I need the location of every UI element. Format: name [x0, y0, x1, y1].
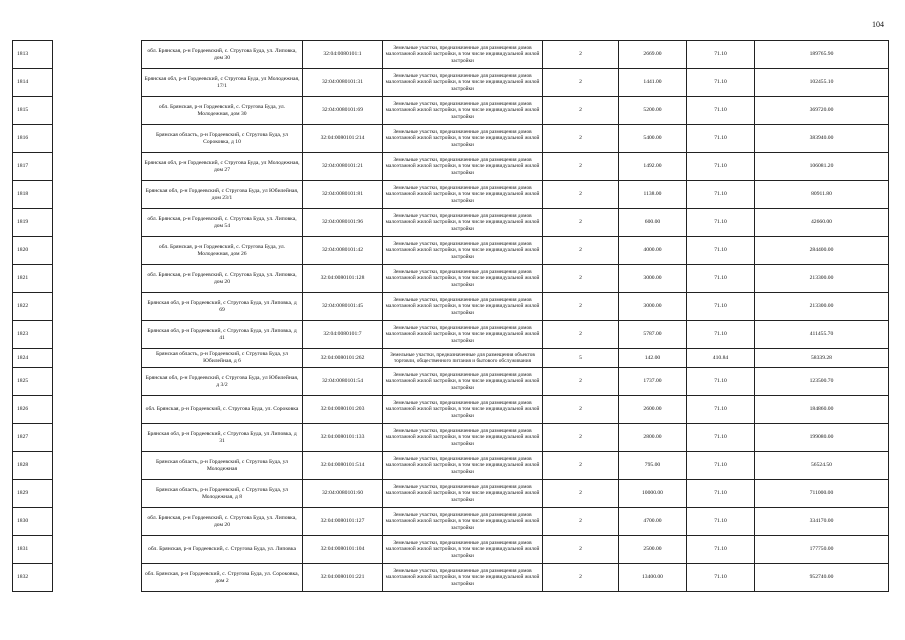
rate-cell: 71.10 [687, 153, 755, 181]
spacer-cell [53, 293, 142, 321]
cadastral-number-cell: 32:04:0080101:45 [303, 293, 383, 321]
table-row [13, 480, 889, 508]
cadastral-value-cell: 102455.10 [755, 69, 889, 97]
table-row [13, 237, 889, 265]
cadastral-number-cell: 32:04:0080101:133 [303, 424, 383, 452]
row-number-cell: 1817 [13, 153, 53, 181]
land-use-cell: Земельные участки, предназначенные для размещения домов малоэтажной жилой застройки, в том числе индивидуальной жилой застройки [383, 237, 543, 265]
land-use-cell: Земельные участки, предназначенные для размещения домов малоэтажной жилой застройки, в том числе индивидуальной жилой застройки [383, 536, 543, 564]
cadastral-value-cell: 334170.00 [755, 508, 889, 536]
address-cell: Брянская область, р-н Гордеевский, с Струговa Буда, ул Сороковка, д 10 [142, 125, 303, 153]
group-cell: 2 [543, 153, 619, 181]
row-number-cell: 1813 [13, 41, 53, 69]
land-use-cell: Земельные участки, предназначенные для размещения домов малоэтажной жилой застройки, в том числе индивидуальной жилой застройки [383, 293, 543, 321]
group-cell: 2 [543, 209, 619, 237]
table-row [13, 396, 889, 424]
cadastral-number-cell: 32:04:0080101:221 [303, 564, 383, 592]
group-cell: 2 [543, 125, 619, 153]
spacer-cell [53, 452, 142, 480]
table-row [13, 424, 889, 452]
group-cell: 2 [543, 368, 619, 396]
cadastral-value-cell: 383940.00 [755, 125, 889, 153]
land-use-cell: Земельные участки, предназначенные для размещения домов малоэтажной жилой застройки, в том числе индивидуальной жилой застройки [383, 424, 543, 452]
rate-cell: 71.10 [687, 181, 755, 209]
area-cell: 1138.00 [619, 181, 687, 209]
address-cell: обл. Брянская, р-н Гордеевский, с. Струговa Буда, ул. Липовка [142, 536, 303, 564]
row-number-cell: 1826 [13, 396, 53, 424]
cadastral-number-cell: 32:04:0080101:96 [303, 209, 383, 237]
land-use-cell: Земельные участки, предназначенные для размещения домов малоэтажной жилой застройки, в том числе индивидуальной жилой застройки [383, 69, 543, 97]
cadastral-value-cell: 184860.00 [755, 396, 889, 424]
area-cell: 5787.00 [619, 321, 687, 349]
group-cell: 2 [543, 480, 619, 508]
cadastral-number-cell: 32:04:0080101:7 [303, 321, 383, 349]
cadastral-number-cell: 32:04:0080101:104 [303, 536, 383, 564]
spacer-cell [53, 368, 142, 396]
row-number-cell: 1814 [13, 69, 53, 97]
table-row [13, 97, 889, 125]
rate-cell: 71.10 [687, 237, 755, 265]
row-number-cell: 1825 [13, 368, 53, 396]
rate-cell: 71.10 [687, 125, 755, 153]
cadastral-value-cell: 58339.28 [755, 349, 889, 368]
address-cell: Брянская область, р-н Гордеевский, с Струговa Буда, ул Молодежная, д 8 [142, 480, 303, 508]
row-number-cell: 1822 [13, 293, 53, 321]
cadastral-value-cell: 177750.00 [755, 536, 889, 564]
address-cell: Брянская обл, р-н Гордеевский, с Струговa Буда, ул Липовка, д 31 [142, 424, 303, 452]
area-cell: 10000.00 [619, 480, 687, 508]
table-row [13, 368, 889, 396]
area-cell: 1737.00 [619, 368, 687, 396]
rate-cell: 71.10 [687, 69, 755, 97]
table-row [13, 349, 889, 368]
row-number-cell: 1816 [13, 125, 53, 153]
address-cell: Брянская область, р-н Гордеевский, с Струговa Буда, ул Молодежная [142, 452, 303, 480]
cadastral-value-cell: 56524.50 [755, 452, 889, 480]
table-row [13, 452, 889, 480]
table-row [13, 508, 889, 536]
area-cell: 4700.00 [619, 508, 687, 536]
address-cell: обл. Брянская, р-н Гордеевский, с. Струговa Буда, ул. Липовка, дом 20 [142, 265, 303, 293]
cadastral-value-cell: 213300.00 [755, 293, 889, 321]
group-cell: 2 [543, 396, 619, 424]
spacer-cell [53, 349, 142, 368]
cadastral-value-cell: 42660.00 [755, 209, 889, 237]
cadastral-number-cell: 32:04:0080101:81 [303, 181, 383, 209]
spacer-cell [53, 153, 142, 181]
land-use-cell: Земельные участки, предназначенные для размещения домов малоэтажной жилой застройки, в том числе индивидуальной жилой застройки [383, 452, 543, 480]
row-number-cell: 1829 [13, 480, 53, 508]
cadastral-number-cell: 32:04:0080101:31 [303, 69, 383, 97]
table-row [13, 293, 889, 321]
area-cell: 600.00 [619, 209, 687, 237]
spacer-cell [53, 424, 142, 452]
address-cell: обл. Брянская, р-н Гордеевский, с. Струговa Буда, ул. Липовка, дом 30 [142, 41, 303, 69]
group-cell: 2 [543, 237, 619, 265]
cadastral-value-cell: 284400.00 [755, 237, 889, 265]
land-use-cell: Земельные участки, предназначенные для размещения домов малоэтажной жилой застройки, в том числе индивидуальной жилой застройки [383, 480, 543, 508]
rate-cell: 71.10 [687, 396, 755, 424]
table-row [13, 265, 889, 293]
address-cell: Брянская обл, р-н Гордеевский, с Струговa Буда, ул Липовка, д 69 [142, 293, 303, 321]
area-cell: 5200.00 [619, 97, 687, 125]
spacer-cell [53, 564, 142, 592]
spacer-cell [53, 265, 142, 293]
table-row [13, 125, 889, 153]
spacer-cell [53, 41, 142, 69]
cadastral-value-cell: 369720.00 [755, 97, 889, 125]
area-cell: 1492.00 [619, 153, 687, 181]
row-number-cell: 1827 [13, 424, 53, 452]
group-cell: 2 [543, 424, 619, 452]
cadastral-number-cell: 32:04:0080101:69 [303, 97, 383, 125]
group-cell: 2 [543, 41, 619, 69]
row-number-cell: 1823 [13, 321, 53, 349]
cadastral-value-cell: 213300.00 [755, 265, 889, 293]
spacer-cell [53, 69, 142, 97]
area-cell: 13400.00 [619, 564, 687, 592]
rate-cell: 71.10 [687, 508, 755, 536]
cadastral-number-cell: 32:04:0080101:203 [303, 396, 383, 424]
rate-cell: 71.10 [687, 321, 755, 349]
cadastral-value-cell: 952740.00 [755, 564, 889, 592]
table-row [13, 321, 889, 349]
cadastral-value-cell: 80911.80 [755, 181, 889, 209]
group-cell: 2 [543, 293, 619, 321]
land-use-cell: Земельные участки, предназначенные для размещения домов малоэтажной жилой застройки, в том числе индивидуальной жилой застройки [383, 97, 543, 125]
cadastral-number-cell: 32:04:0080101:1 [303, 41, 383, 69]
group-cell: 2 [543, 265, 619, 293]
spacer-cell [53, 536, 142, 564]
cadastral-number-cell: 32:04:0080101:127 [303, 508, 383, 536]
spacer-cell [53, 97, 142, 125]
area-cell: 3000.00 [619, 265, 687, 293]
address-cell: Брянская обл, р-н Гордеевский, с Струговa Буда, ул Молодежная, дом 27 [142, 153, 303, 181]
address-cell: Брянская обл, р-н Гордеевский, с Струговa Буда, ул Липовка, д 41 [142, 321, 303, 349]
table-row [13, 564, 889, 592]
address-cell: обл. Брянская, р-н Гордеевский, с. Струговa Буда, ул. Сороковка [142, 396, 303, 424]
spacer-cell [53, 181, 142, 209]
spacer-cell [53, 321, 142, 349]
area-cell: 142.00 [619, 349, 687, 368]
cadastral-value-cell: 411455.70 [755, 321, 889, 349]
cadastral-value-cell: 711000.00 [755, 480, 889, 508]
group-cell: 2 [543, 564, 619, 592]
area-cell: 2800.00 [619, 424, 687, 452]
address-cell: обл. Брянская, р-н Гордеевский, с. Струговa Буда, ул. Сороковка, дом 2 [142, 564, 303, 592]
area-cell: 2600.00 [619, 396, 687, 424]
row-number-cell: 1832 [13, 564, 53, 592]
area-cell: 3000.00 [619, 293, 687, 321]
table-row [13, 153, 889, 181]
row-number-cell: 1819 [13, 209, 53, 237]
land-use-cell: Земельные участки, предназначенные для размещения домов малоэтажной жилой застройки, в том числе индивидуальной жилой застройки [383, 368, 543, 396]
rate-cell: 71.10 [687, 452, 755, 480]
table-row [13, 181, 889, 209]
row-number-cell: 1818 [13, 181, 53, 209]
group-cell: 2 [543, 321, 619, 349]
land-use-cell: Земельные участки, предназначенные для размещения домов малоэтажной жилой застройки, в том числе индивидуальной жилой застройки [383, 396, 543, 424]
rate-cell: 71.10 [687, 424, 755, 452]
area-cell: 1441.00 [619, 69, 687, 97]
rate-cell: 71.10 [687, 564, 755, 592]
address-cell: обл. Брянская, р-н Гордеевский, с. Струговa Буда, ул. Молодежная, дом 30 [142, 97, 303, 125]
cadastral-number-cell: 32:04:0080101:262 [303, 349, 383, 368]
table-row [13, 69, 889, 97]
row-number-cell: 1830 [13, 508, 53, 536]
row-number-cell: 1820 [13, 237, 53, 265]
cadastral-value-cell: 199080.00 [755, 424, 889, 452]
group-cell: 2 [543, 181, 619, 209]
cadastral-number-cell: 32:04:0080101:60 [303, 480, 383, 508]
table-row [13, 536, 889, 564]
area-cell: 2669.00 [619, 41, 687, 69]
group-cell: 2 [543, 508, 619, 536]
land-use-cell: Земельные участки, предназначенные для размещения домов малоэтажной жилой застройки, в том числе индивидуальной жилой застройки [383, 209, 543, 237]
group-cell: 2 [543, 69, 619, 97]
cadastral-value-table [12, 40, 889, 592]
land-use-cell: Земельные участки, предназначенные для размещения объектов торговли, общественного питания и бытового обслуживания [383, 349, 543, 368]
table-row [13, 209, 889, 237]
address-cell: Брянская обл, р-н Гордеевский, с Струговa Буда, ул Юбилейная, д 3/2 [142, 368, 303, 396]
area-cell: 4000.00 [619, 237, 687, 265]
address-cell: Брянская обл, р-н Гордеевский, с Струговa Буда, ул Молодежная, 17/1 [142, 69, 303, 97]
table-row [13, 41, 889, 69]
rate-cell: 71.10 [687, 41, 755, 69]
row-number-cell: 1821 [13, 265, 53, 293]
table-body [13, 41, 889, 592]
rate-cell: 71.10 [687, 97, 755, 125]
cadastral-number-cell: 32:04:0080101:514 [303, 452, 383, 480]
cadastral-number-cell: 32:04:0080101:21 [303, 153, 383, 181]
cadastral-value-cell: 189765.90 [755, 41, 889, 69]
cadastral-value-cell: 106081.20 [755, 153, 889, 181]
address-cell: Брянская обл, р-н Гордеевский, с Струговa Буда, ул Юбилейная, дом 23/1 [142, 181, 303, 209]
land-use-cell: Земельные участки, предназначенные для размещения домов малоэтажной жилой застройки, в том числе индивидуальной жилой застройки [383, 265, 543, 293]
rate-cell: 71.10 [687, 293, 755, 321]
spacer-cell [53, 396, 142, 424]
land-use-cell: Земельные участки, предназначенные для размещения домов малоэтажной жилой застройки, в том числе индивидуальной жилой застройки [383, 508, 543, 536]
cadastral-number-cell: 32:04:0080101:42 [303, 237, 383, 265]
cadastral-number-cell: 32:04:0080101:128 [303, 265, 383, 293]
group-cell: 5 [543, 349, 619, 368]
land-use-cell: Земельные участки, предназначенные для размещения домов малоэтажной жилой застройки, в том числе индивидуальной жилой застройки [383, 41, 543, 69]
rate-cell: 71.10 [687, 368, 755, 396]
rate-cell: 71.10 [687, 265, 755, 293]
row-number-cell: 1831 [13, 536, 53, 564]
area-cell: 2500.00 [619, 536, 687, 564]
rate-cell: 410.84 [687, 349, 755, 368]
land-use-cell: Земельные участки, предназначенные для размещения домов малоэтажной жилой застройки, в том числе индивидуальной жилой застройки [383, 564, 543, 592]
page-number: 104 [872, 20, 884, 29]
spacer-cell [53, 125, 142, 153]
address-cell: обл. Брянская, р-н Гордеевский, с. Струговa Буда, ул. Липовка, дом 20 [142, 508, 303, 536]
spacer-cell [53, 209, 142, 237]
cadastral-value-cell: 123500.70 [755, 368, 889, 396]
area-cell: 5400.00 [619, 125, 687, 153]
land-use-cell: Земельные участки, предназначенные для размещения домов малоэтажной жилой застройки, в том числе индивидуальной жилой застройки [383, 125, 543, 153]
group-cell: 2 [543, 536, 619, 564]
address-cell: Брянская область, р-н Гордеевский, с Струговa Буда, ул Юбилейная, д 6 [142, 349, 303, 368]
spacer-cell [53, 508, 142, 536]
cadastral-number-cell: 32:04:0080101:214 [303, 125, 383, 153]
rate-cell: 71.10 [687, 536, 755, 564]
row-number-cell: 1824 [13, 349, 53, 368]
group-cell: 2 [543, 97, 619, 125]
address-cell: обл. Брянская, р-н Гордеевский, с. Струговa Буда, ул. Липовка, дом 54 [142, 209, 303, 237]
rate-cell: 71.10 [687, 480, 755, 508]
address-cell: обл. Брянская, р-н Гордеевский, с. Струговa Буда, ул. Молодежная, дом 26 [142, 237, 303, 265]
spacer-cell [53, 480, 142, 508]
row-number-cell: 1828 [13, 452, 53, 480]
land-use-cell: Земельные участки, предназначенные для размещения домов малоэтажной жилой застройки, в том числе индивидуальной жилой застройки [383, 321, 543, 349]
row-number-cell: 1815 [13, 97, 53, 125]
land-use-cell: Земельные участки, предназначенные для размещения домов малоэтажной жилой застройки, в том числе индивидуальной жилой застройки [383, 153, 543, 181]
area-cell: 795.00 [619, 452, 687, 480]
cadastral-number-cell: 32:04:0080101:54 [303, 368, 383, 396]
land-use-cell: Земельные участки, предназначенные для размещения домов малоэтажной жилой застройки, в том числе индивидуальной жилой застройки [383, 181, 543, 209]
rate-cell: 71.10 [687, 209, 755, 237]
group-cell: 2 [543, 452, 619, 480]
spacer-cell [53, 237, 142, 265]
